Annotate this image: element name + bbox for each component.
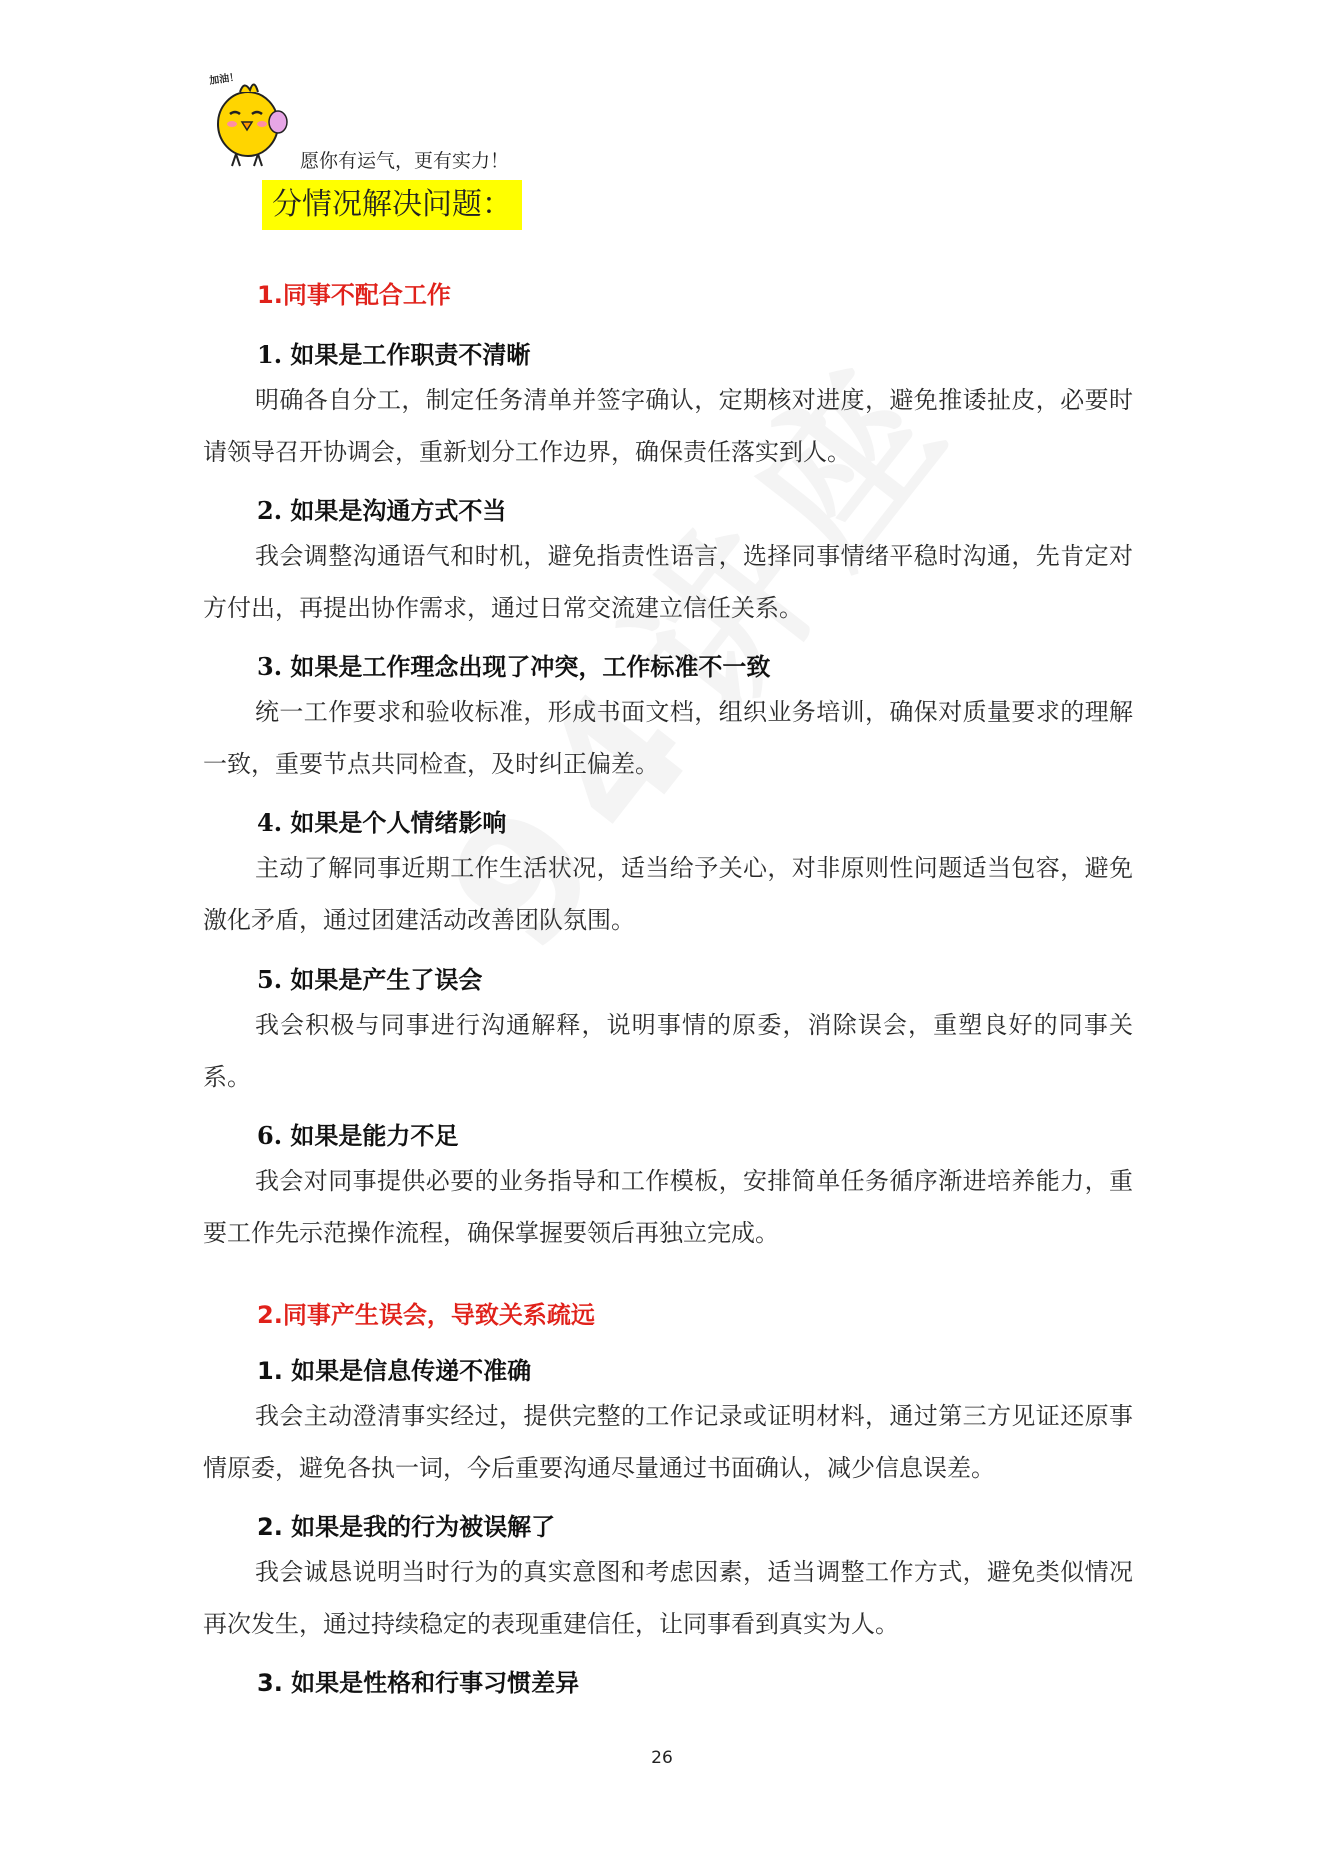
cheer-text: 加油！ [208,71,240,88]
page-heading: 分情况解决问题： [262,180,522,230]
item-title: 5. 如果是产生了误会 [257,965,483,994]
item-title: 6. 如果是能力不足 [257,1121,459,1150]
item-paragraph: 统一工作要求和验收标准，形成书面文档，组织业务培训，确保对质量要求的理解一致，重要节点共同检查，及时纠正偏差。 [203,698,1133,778]
item-paragraph: 我会积极与同事进行沟通解释，说明事情的原委，消除误会，重塑良好的同事关系。 [203,1011,1133,1091]
item-title: 3. 如果是工作理念出现了冲突，工作标准不一致 [257,652,771,681]
section-title: 1.同事不配合工作 [257,281,451,309]
item-paragraph: 我会对同事提供必要的业务指导和工作模板，安排简单任务循序渐进培养能力，重要工作先示范操作流程，确保掌握要领后再独立完成。 [203,1167,1133,1247]
item-paragraph: 明确各自分工，制定任务清单并签字确认，定期核对进度，避免推诿扯皮，必要时请领导召开协调会，重新划分工作边界，确保责任落实到人。 [203,386,1133,466]
item-title: 2. 如果是我的行为被误解了 [257,1513,556,1541]
item-title: 3. 如果是性格和行事习惯差异 [257,1669,580,1697]
item-paragraph: 我会调整沟通语气和时机，避免指责性语言，选择同事情绪平稳时沟通，先肯定对方付出，再提出协作需求，通过日常交流建立信任关系。 [203,542,1133,622]
page-number: 26 [651,1748,673,1768]
item-paragraph: 我会主动澄清事实经过，提供完整的工作记录或证明材料，通过第三方见证还原事情原委，避免各执一词，今后重要沟通尽量通过书面确认，减少信息误差。 [203,1402,1133,1482]
motto: 愿你有运气，更有实力！ [300,150,510,172]
item-paragraph: 主动了解同事近期工作生活状况，适当给予关心，对非原则性问题适当包容，避免激化矛盾，通过团建活动改善团队氛围。 [203,854,1133,934]
item-title: 1. 如果是信息传递不准确 [257,1357,532,1385]
item-title: 1. 如果是工作职责不清晰 [257,340,531,369]
item-title: 4. 如果是个人情绪影响 [257,808,507,837]
item-title: 2. 如果是沟通方式不当 [257,496,507,525]
section-title: 2.同事产生误会，导致关系疏远 [257,1301,595,1329]
item-paragraph: 我会诚恳说明当时行为的真实意图和考虑因素，适当调整工作方式，避免类似情况再次发生，通过持续稳定的表现重建信任，让同事看到真实为人。 [203,1558,1133,1638]
